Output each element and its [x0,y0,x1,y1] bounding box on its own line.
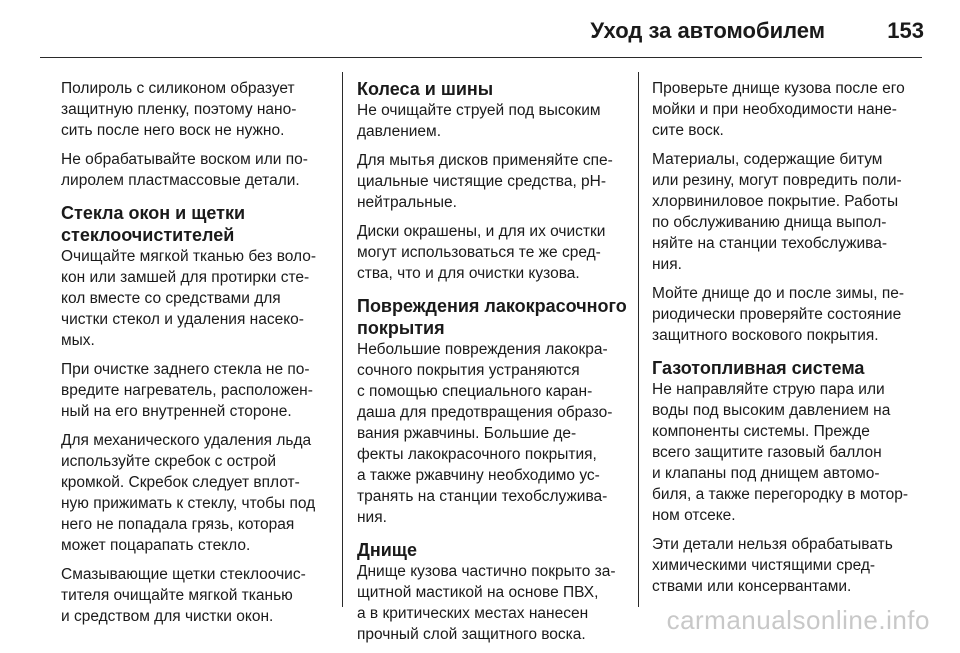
text-line: Газотопливная система [652,358,865,378]
text-line: циальные чистящие средства, pH- [357,173,607,190]
text-line: используйте скребок с острой [61,453,277,470]
text-line: кон или замшей для протирки сте- [61,269,310,286]
text-line: а в критических местах нанесен [357,605,589,622]
text-line: Для мытья дисков применяйте спе- [357,152,613,169]
text-line: Колеса и шины [357,79,494,99]
paragraph [61,430,331,556]
text-line: компоненты системы. Прежде [652,423,870,440]
text-line: лиролем пластмассовые детали. [61,172,300,189]
text-line: ния. [357,509,387,526]
text-line: Повреждения лакокрасочного [357,296,627,316]
paragraph [357,100,627,142]
text-line: Небольшие повреждения лакокра- [357,341,608,358]
text-line: тителя очищайте мягкой тканью [61,587,293,604]
text-line: Очищайте мягкой тканью без воло- [61,248,317,265]
section-heading-paint-damage [357,295,627,339]
text-line: стеклоочистителей [61,225,235,245]
column-divider-1 [342,72,343,607]
text-line: прочный слой защитного воска. [357,626,586,643]
text-line: Диски окрашены, и для их очистки [357,223,606,240]
text-line: покрытия [357,318,445,338]
paragraph [61,78,331,141]
text-line: и клапаны под днищем автомо- [652,465,880,482]
paragraph [61,246,331,351]
text-line: Эти детали нельзя обрабатывать [652,536,893,553]
paragraph [357,561,627,645]
text-line: биля, а также перегородку в мотор- [652,486,909,503]
text-line: могут использоваться те же сред- [357,244,601,261]
column-divider-2 [638,72,639,607]
section-heading-windows [61,202,331,246]
text-line: Смазывающие щетки стеклоочис- [61,566,306,583]
text-line: Материалы, содержащие битум [652,151,883,168]
paragraph [652,379,922,526]
text-line: вредите нагреватель, расположен- [61,382,313,399]
text-line: Полироль с силиконом образует [61,80,295,97]
text-line: мых. [61,332,95,349]
text-line: давлением. [357,123,442,140]
text-line: кол вместе со средствами для [61,290,281,307]
text-line: мойки и при необходимости нане- [652,101,897,118]
text-line: транять на станции техобслужива- [357,488,608,505]
paragraph [357,339,627,528]
text-line: воды под высоким давлением на [652,402,891,419]
text-line: ния. [652,256,682,273]
column-3 [652,78,922,605]
text-line: Для механического удаления льда [61,432,312,449]
text-line: ства, что и для очистки кузова. [357,265,580,282]
paragraph [61,564,331,627]
text-line: Проверьте днище кузова после его [652,80,905,97]
section-heading-wheels [357,78,627,100]
text-line: защитного воскового покрытия. [652,327,879,344]
text-line: или резину, могут повредить поли- [652,172,902,189]
text-line: чистки стекол и удаления насеко- [61,311,304,328]
text-line: сочного покрытия устраняются [357,362,580,379]
text-line: сить после него воск не нужно. [61,122,285,139]
text-line: няйте на станции техобслужива- [652,235,887,252]
text-line: может поцарапать стекло. [61,537,251,554]
text-line: Не направляйте струю пара или [652,381,885,398]
text-line: а также ржавчину необходимо ус- [357,467,600,484]
text-line: с помощью специального каран- [357,383,593,400]
column-1 [61,78,331,635]
text-line: ную прижимать к стеклу, чтобы под [61,495,316,512]
text-line: Не обрабатывайте воском или по- [61,151,308,168]
text-line: вания ржавчины. Большие де- [357,425,577,442]
column-2 [357,78,627,653]
paragraph [652,78,922,141]
page-title: Уход за автомобилем [590,18,825,43]
paragraph [652,283,922,346]
text-line: химическими чистящими сред- [652,557,876,574]
text-line: ном отсеке. [652,507,736,524]
paragraph [357,221,627,284]
page-number: 153 [887,18,924,43]
section-heading-gas-fuel-system [652,357,922,379]
text-line: Днище кузова частично покрыто за- [357,563,616,580]
paragraph [652,534,922,597]
text-line: нейтральные. [357,194,457,211]
text-line: кромкой. Скребок следует вплот- [61,474,300,491]
text-line: ный на его внутренней стороне. [61,403,292,420]
text-line: защитную пленку, поэтому нано- [61,101,297,118]
text-line: Не очищайте струей под высоким [357,102,601,119]
text-line: по обслуживанию днища выпол- [652,214,887,231]
text-line: Стекла окон и щетки [61,203,246,223]
paragraph [61,149,331,191]
text-line: риодически проверяйте состояние [652,306,902,323]
paragraph [357,150,627,213]
watermark: carmanualsonline.info [666,605,930,635]
text-line: При очистке заднего стекла не по- [61,361,310,378]
text-line: всего защитите газовый баллон [652,444,882,461]
section-heading-underbody [357,539,627,561]
text-line: и средством для чистки окон. [61,608,274,625]
text-line: него не попадала грязь, которая [61,516,295,533]
text-line: Мойте днище до и после зимы, пе- [652,285,905,302]
text-line: сите воск. [652,122,724,139]
header-divider [40,57,922,58]
text-line: хлорвиниловое покрытие. Работы [652,193,899,210]
text-line: фекты лакокрасочного покрытия, [357,446,597,463]
text-line: даша для предотвращения образо- [357,404,613,421]
text-line: Днище [357,540,417,560]
paragraph [61,359,331,422]
text-line: щитной мастикой на основе ПВХ, [357,584,599,601]
text-line: ствами или консервантами. [652,578,852,595]
paragraph [652,149,922,275]
